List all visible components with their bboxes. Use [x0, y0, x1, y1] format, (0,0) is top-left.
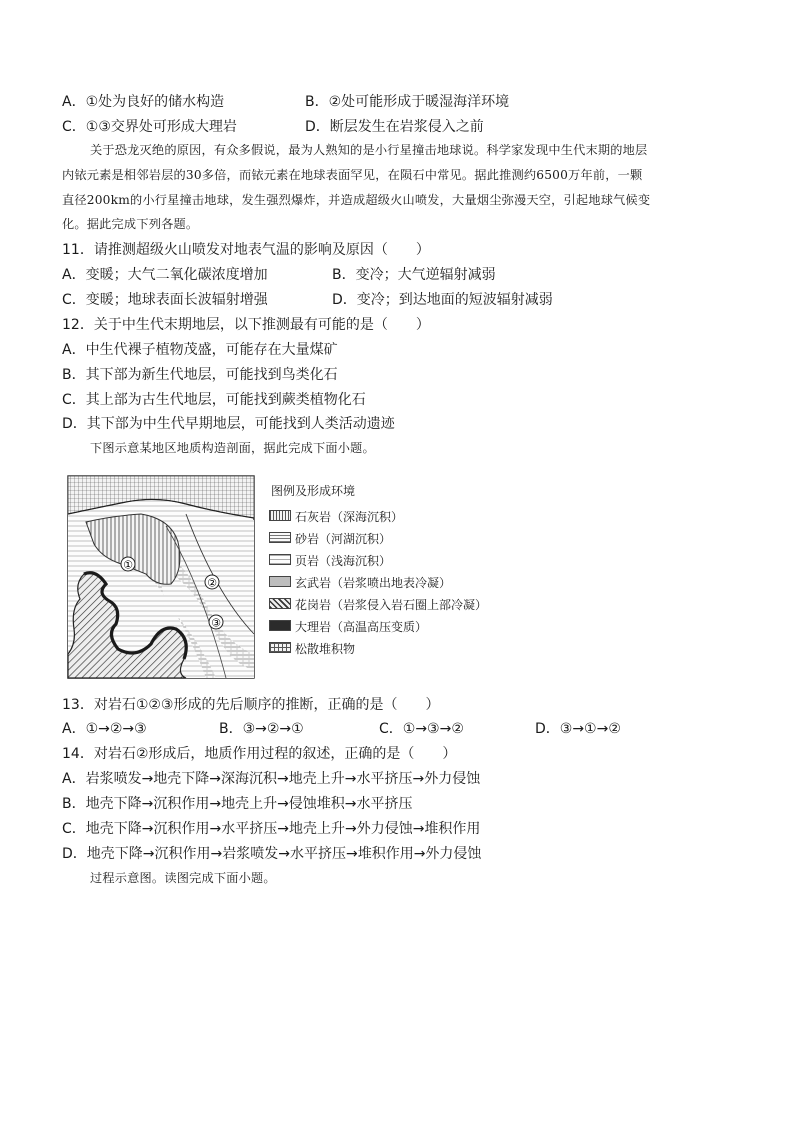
q13-stem: 13．对岩石①②③形成的先后顺序的推断，正确的是（ ） [62, 697, 440, 713]
q13-option-c[interactable]: C．①→③→② [379, 721, 464, 737]
shale-swatch [269, 554, 291, 565]
rock-label-3: ③ [211, 616, 221, 630]
q11-option-b[interactable]: B．变冷；大气逆辐射减弱 [332, 267, 496, 283]
q10-option-b[interactable]: B．②处可能形成于暖湿海洋环境 [305, 94, 510, 110]
q10-option-d[interactable]: D．断层发生在岩浆侵入之前 [305, 119, 484, 135]
q13-options-row [62, 720, 762, 738]
passage-line-2: 内铱元素是相邻岩层的30多倍，而铱元素在地球表面罕见，在陨石中常见。据此推测约6500万年前，一颗 [62, 168, 643, 182]
cross-section-diagram [66, 474, 256, 680]
q13-option-a[interactable]: A．①→②→③ [62, 721, 147, 737]
q12-option-d[interactable]: D．其下部为中生代早期地层，可能找到人类活动遗迹 [62, 416, 395, 432]
basalt-swatch [269, 576, 291, 587]
q11-stem: 11．请推测超级火山喷发对地表气温的影响及原因（ ） [62, 242, 430, 258]
rock-label-1: ① [123, 558, 133, 572]
legend-title: 图例及形成环境 [271, 484, 356, 498]
q10-options-row2 [62, 118, 762, 136]
granite-swatch [269, 598, 291, 609]
legend-label: 花岗岩（岩浆侵入岩石圈上部冷凝） [295, 598, 488, 612]
q12-option-a[interactable]: A．中生代裸子植物茂盛，可能存在大量煤矿 [62, 342, 338, 358]
figure-intro: 下图示意某地区地质构造剖面，据此完成下面小题。 [90, 441, 375, 455]
geologic-section-figure [66, 474, 514, 680]
q11-option-d[interactable]: D．变冷；到达地面的短波辐射减弱 [332, 292, 553, 308]
q10-option-c[interactable]: C．①③交界处可形成大理岩 [62, 119, 237, 135]
q14-option-a[interactable]: A．岩浆喷发→地壳下降→深海沉积→地壳上升→水平挤压→外力侵蚀 [62, 771, 481, 787]
q11-option-c[interactable]: C．变暖；地球表面长波辐射增强 [62, 292, 268, 308]
trailing-text: 过程示意图。读图完成下面小题。 [90, 871, 276, 885]
loose-deposit-swatch [269, 642, 291, 653]
legend-label: 大理岩（高温高压变质） [295, 620, 428, 634]
legend-label: 砂岩（河湖沉积） [295, 532, 392, 546]
sandstone-swatch [269, 532, 291, 543]
q12-stem: 12．关于中生代末期地层，以下推测最有可能的是（ ） [62, 317, 430, 333]
q11-options-row2 [62, 291, 762, 309]
marble-swatch [269, 620, 291, 631]
legend-label: 页岩（浅海沉积） [295, 554, 392, 568]
q14-option-c[interactable]: C．地壳下降→沉积作用→水平挤压→地壳上升→外力侵蚀→堆积作用 [62, 821, 481, 837]
q14-option-b[interactable]: B．地壳下降→沉积作用→地壳上升→侵蚀堆积→水平挤压 [62, 796, 413, 812]
legend-label: 松散堆积物 [295, 642, 356, 656]
passage-line-3: 直径200km的小行星撞击地球，发生强烈爆炸，并造成超级火山喷发，大量烟尘弥漫天空，引起地球气候变 [62, 193, 651, 207]
q11-option-a[interactable]: A．变暖；大气二氧化碳浓度增加 [62, 267, 268, 283]
q13-option-d[interactable]: D．③→①→② [535, 721, 621, 737]
q10-option-a[interactable]: A．①处为良好的储水构造 [62, 94, 225, 110]
passage-line-4: 化。据此完成下列各题。 [62, 217, 199, 231]
legend-label: 玄武岩（岩浆喷出地表冷凝） [295, 576, 452, 590]
legend-label: 石灰岩（深海沉积） [295, 510, 404, 524]
q14-option-d[interactable]: D．地壳下降→沉积作用→岩浆喷发→水平挤压→堆积作用→外力侵蚀 [62, 846, 482, 862]
q13-option-b[interactable]: B．③→②→① [219, 721, 304, 737]
q12-option-c[interactable]: C．其上部为古生代地层，可能找到蕨类植物化石 [62, 392, 366, 408]
limestone-swatch [269, 510, 291, 521]
q14-stem: 14．对岩石②形成后，地质作用过程的叙述，正确的是（ ） [62, 746, 457, 762]
passage-line-1: 关于恐龙灭绝的原因，有众多假说，最为人熟知的是小行星撞击地球说。科学家发现中生代末期的地层 [90, 143, 648, 157]
q12-option-b[interactable]: B．其下部为新生代地层，可能找到鸟类化石 [62, 367, 338, 383]
rock-label-2: ② [207, 576, 217, 590]
q11-options-row1 [62, 266, 762, 284]
q10-options-row1 [62, 93, 762, 111]
